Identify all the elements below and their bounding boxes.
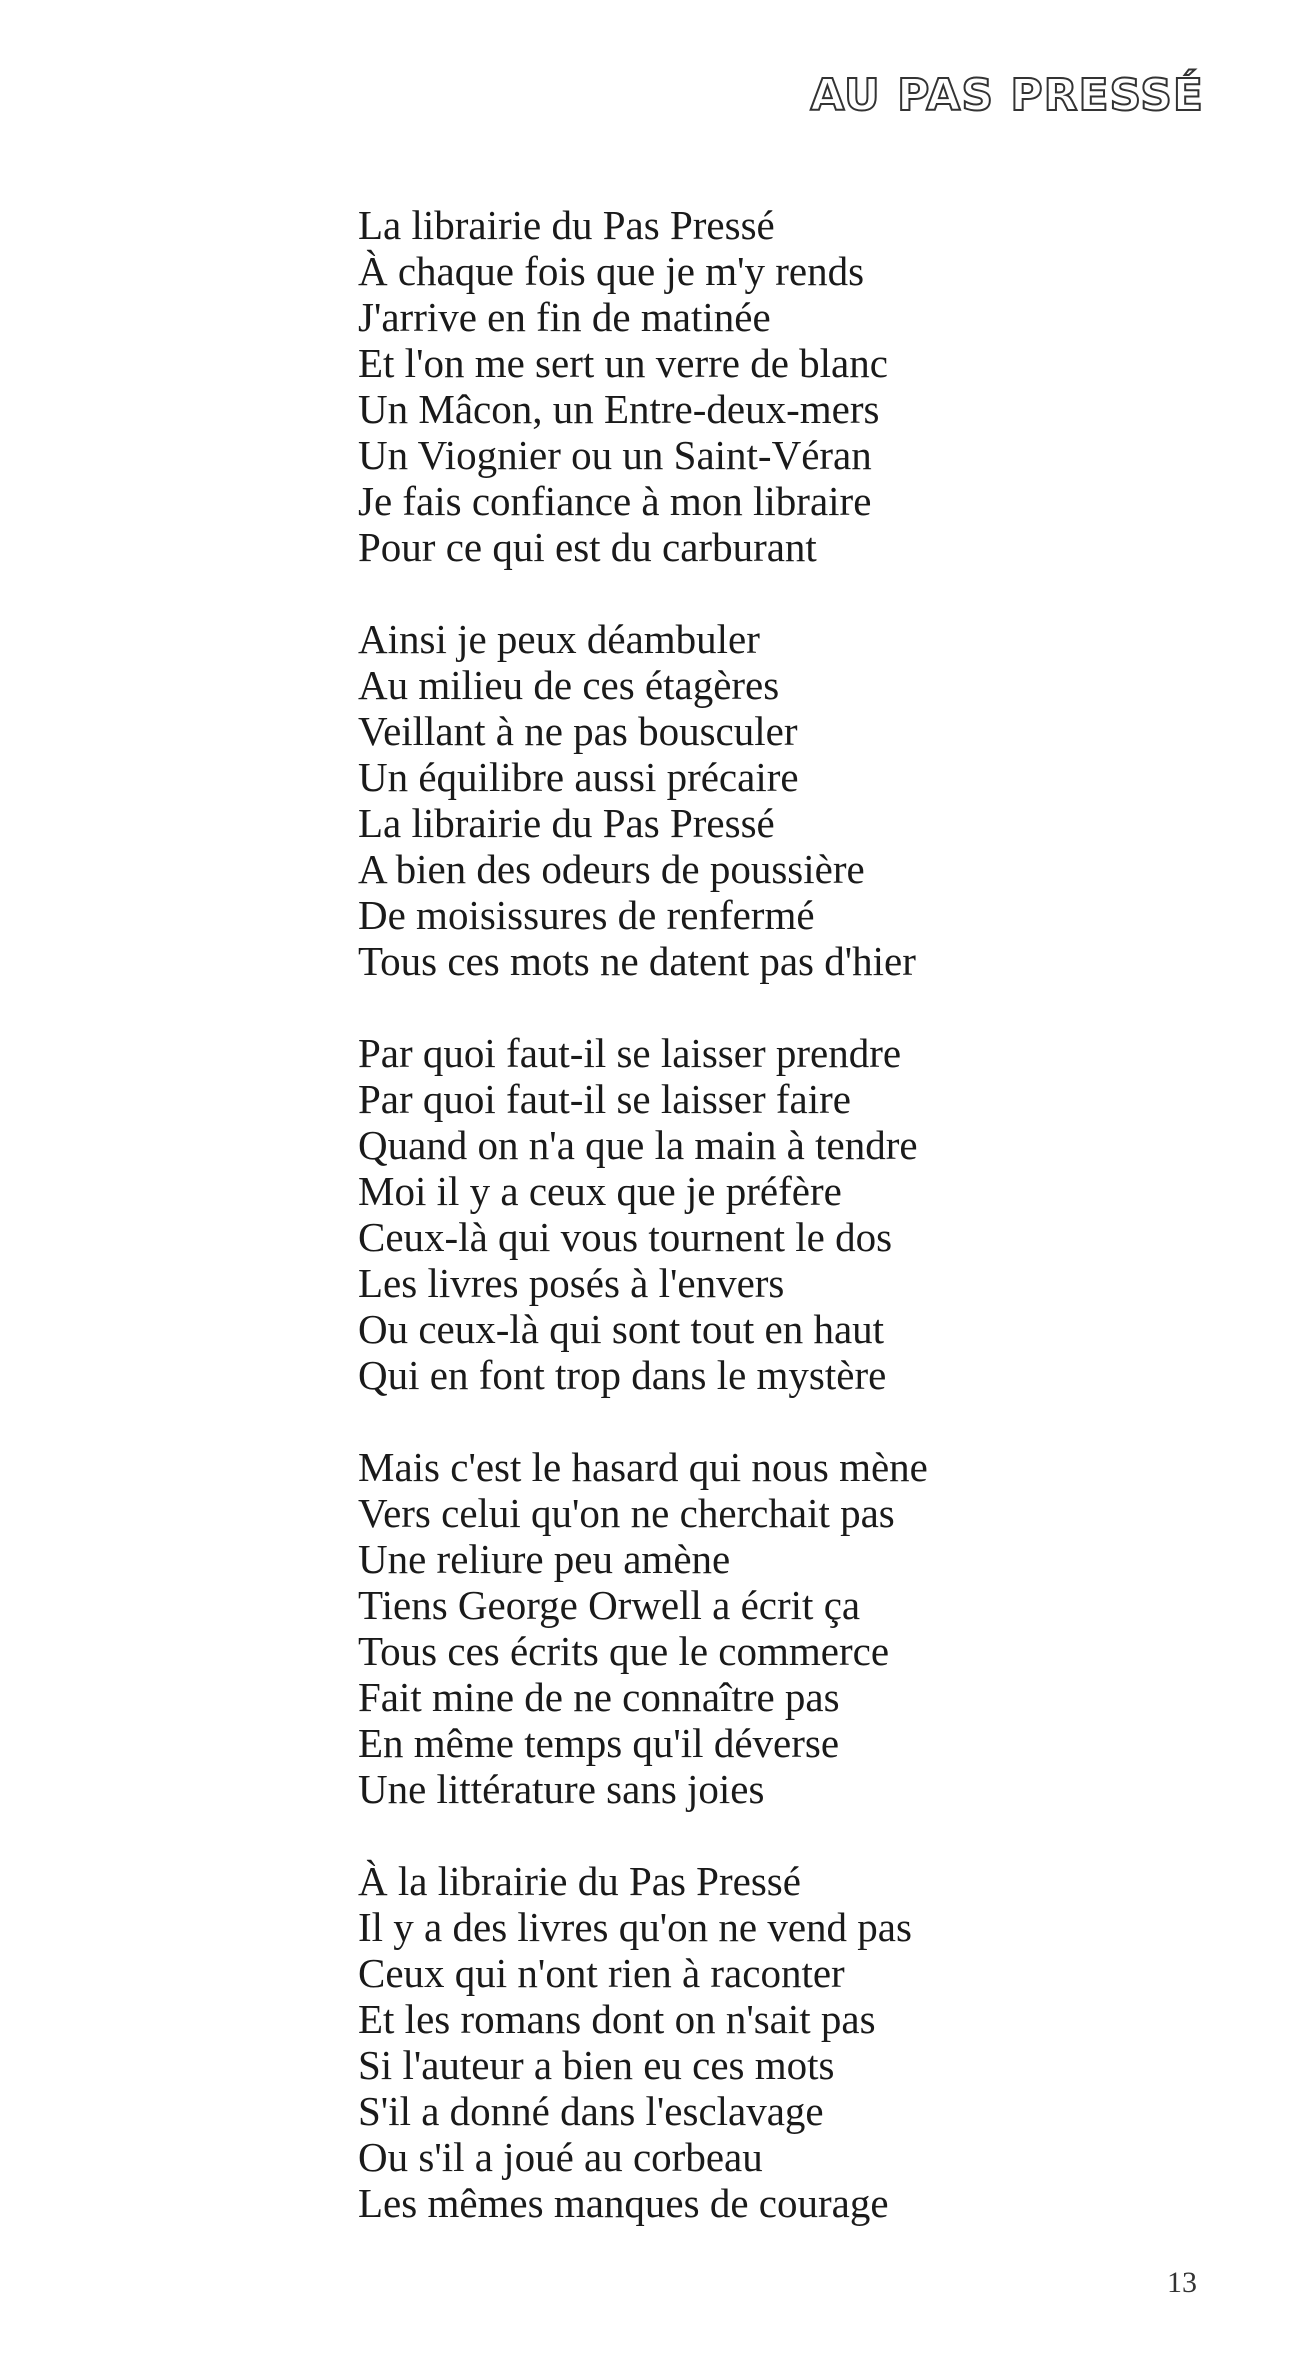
- poem-line: À la librairie du Pas Pressé: [358, 1858, 801, 1904]
- poem-line: Et les romans dont on n'sait pas: [358, 1996, 876, 2042]
- poem-line: Vers celui qu'on ne cherchait pas: [358, 1490, 895, 1536]
- poem-line: En même temps qu'il déverse: [358, 1720, 840, 1766]
- poem-line: Ceux qui n'ont rien à raconter: [358, 1950, 845, 1996]
- poem-line: Veillant à ne pas bousculer: [358, 708, 798, 754]
- stanza: [358, 1858, 1158, 2226]
- poem-line: Fait mine de ne connaître pas: [358, 1674, 840, 1720]
- poem-line: S'il a donné dans l'esclavage: [358, 2088, 824, 2134]
- poem-line: J'arrive en fin de matinée: [358, 294, 771, 340]
- poem-line: Un Viognier ou un Saint-Véran: [358, 432, 872, 478]
- poem-line: Tous ces mots ne datent pas d'hier: [358, 938, 916, 984]
- poem-line: Pour ce qui est du carburant: [358, 524, 817, 570]
- poem-line: Je fais confiance à mon libraire: [358, 478, 872, 524]
- poem-line: La librairie du Pas Pressé: [358, 202, 775, 248]
- poem-line: Tiens George Orwell a écrit ça: [358, 1582, 861, 1628]
- poem-line: Mais c'est le hasard qui nous mène: [358, 1444, 928, 1490]
- stanza: [358, 1030, 1158, 1398]
- stanza: [358, 1444, 1158, 1812]
- poem-line: Il y a des livres qu'on ne vend pas: [358, 1904, 912, 1950]
- poem-body: [358, 202, 1158, 2226]
- running-head-title: AU PAS PRESSÉ: [810, 70, 1204, 121]
- poem-line: À chaque fois que je m'y rends: [358, 248, 865, 294]
- poem-line: Ainsi je peux déambuler: [358, 616, 760, 662]
- poem-line: La librairie du Pas Pressé: [358, 800, 775, 846]
- poem-line: De moisissures de renfermé: [358, 892, 815, 938]
- poem-line: Par quoi faut-il se laisser faire: [358, 1076, 851, 1122]
- poem-line: Une reliure peu amène: [358, 1536, 731, 1582]
- poem-line: Ceux-là qui vous tournent le dos: [358, 1214, 893, 1260]
- poem-line: Et l'on me sert un verre de blanc: [358, 340, 888, 386]
- poem-line: Quand on n'a que la main à tendre: [358, 1122, 918, 1168]
- poem-line: Un équilibre aussi précaire: [358, 754, 799, 800]
- poem-line: Une littérature sans joies: [358, 1766, 765, 1812]
- page-number: 13: [1167, 2266, 1197, 2299]
- poem-line: Un Mâcon, un Entre-deux-mers: [358, 386, 880, 432]
- poem-line: Tous ces écrits que le commerce: [358, 1628, 890, 1674]
- poem-line: Par quoi faut-il se laisser prendre: [358, 1030, 902, 1076]
- poem-line: Les mêmes manques de courage: [358, 2180, 889, 2226]
- poem-line: A bien des odeurs de poussière: [358, 846, 865, 892]
- poem-line: Si l'auteur a bien eu ces mots: [358, 2042, 835, 2088]
- poem-line: Au milieu de ces étagères: [358, 662, 780, 708]
- poem-line: Les livres posés à l'envers: [358, 1260, 785, 1306]
- poem-line: Ou s'il a joué au corbeau: [358, 2134, 763, 2180]
- stanza: [358, 616, 1158, 984]
- stanza: [358, 202, 1158, 570]
- poem-line: Moi il y a ceux que je préfère: [358, 1168, 842, 1214]
- poem-line: Qui en font trop dans le mystère: [358, 1352, 887, 1398]
- poem-line: Ou ceux-là qui sont tout en haut: [358, 1306, 885, 1352]
